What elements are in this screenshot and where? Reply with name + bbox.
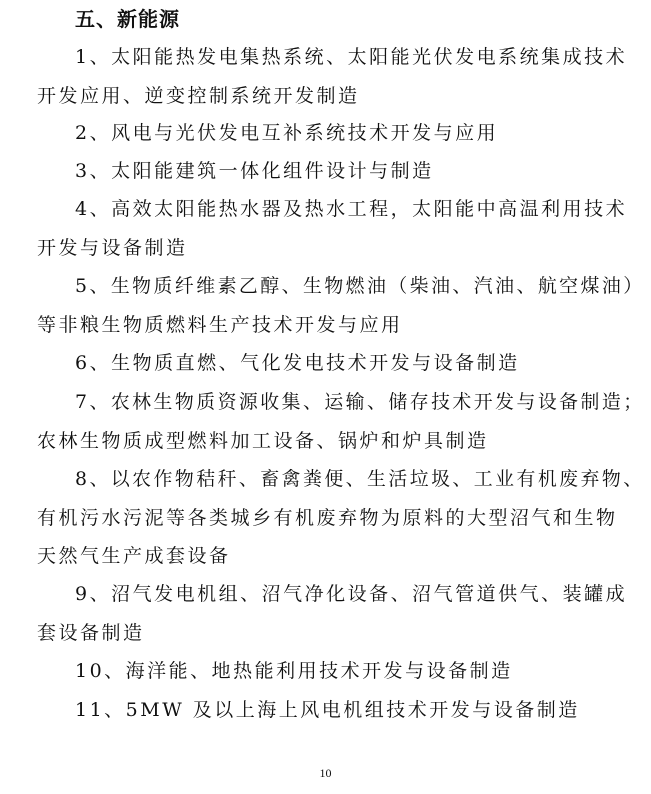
list-item-8-line-3: 天然气生产成套设备 <box>37 545 231 567</box>
list-item-8-line-2: 有机污水污泥等各类城乡有机废弃物为原料的大型沼气和生物 <box>37 507 618 529</box>
list-item-7-line-1: 7、农林生物质资源收集、运输、储存技术开发与设备制造； <box>75 391 645 413</box>
list-item-3-line-1: 3、太阳能建筑一体化组件设计与制造 <box>75 160 434 182</box>
list-item-6-line-1: 6、生物质直燃、气化发电技术开发与设备制造 <box>75 352 520 374</box>
list-item-8-line-1: 8、以农作物秸秆、畜禽粪便、生活垃圾、工业有机废弃物、 <box>75 468 645 490</box>
list-item-4-line-1: 4、高效太阳能热水器及热水工程，太阳能中高温利用技术 <box>75 198 628 220</box>
list-item-9-line-2: 套设备制造 <box>37 622 145 644</box>
list-item-9-line-1: 9、沼气发电机组、沼气净化设备、沼气管道供气、装罐成 <box>75 583 628 605</box>
list-item-1-line-1: 1、太阳能热发电集热系统、太阳能光伏发电系统集成技术 <box>75 46 628 68</box>
list-item-10-line-1: 10、海洋能、地热能利用技术开发与设备制造 <box>75 660 513 682</box>
section-heading: 五、新能源 <box>75 7 180 31</box>
page-number: 10 <box>319 766 332 780</box>
list-item-11-line-1: 11、5MW 及以上海上风电机组技术开发与设备制造 <box>75 699 580 721</box>
list-item-2-line-1: 2、风电与光伏发电互补系统技术开发与应用 <box>75 122 499 144</box>
list-item-5-line-2: 等非粮生物质燃料生产技术开发与应用 <box>37 314 403 336</box>
list-item-5-line-1: 5、生物质纤维素乙醇、生物燃油（柴油、汽油、航空煤油） <box>75 275 645 297</box>
list-item-4-line-2: 开发与设备制造 <box>37 237 188 259</box>
list-item-1-line-2: 开发应用、逆变控制系统开发制造 <box>37 85 360 107</box>
list-item-7-line-2: 农林生物质成型燃料加工设备、锅炉和炉具制造 <box>37 430 489 452</box>
